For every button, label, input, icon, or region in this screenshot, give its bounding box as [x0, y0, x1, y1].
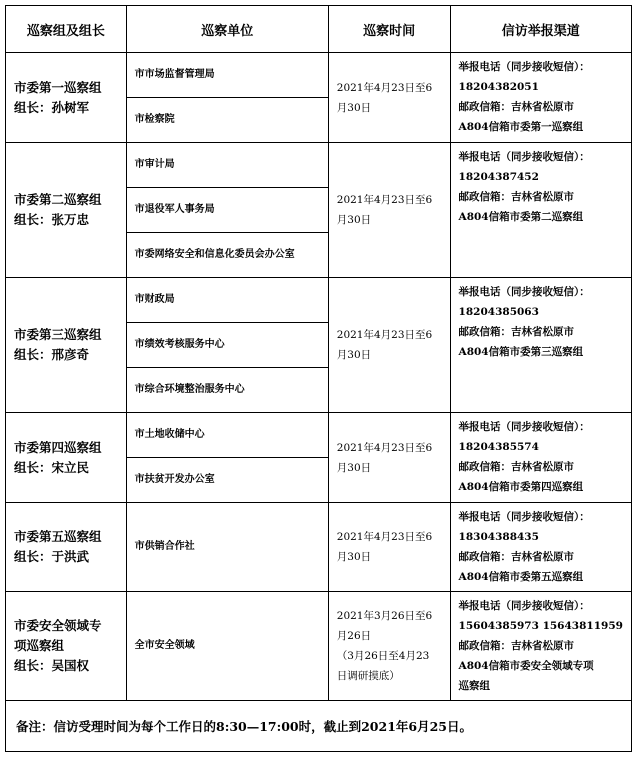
- channel-line: 举报电话（同步接收短信）：: [458, 421, 590, 433]
- channel-cell: [450, 278, 631, 413]
- team-line: 组长：吴国权: [14, 658, 90, 673]
- time-cell: [328, 53, 450, 143]
- group-row: [6, 143, 632, 188]
- team-cell: [6, 413, 127, 503]
- unit-cell: 市委网络安全和信息化委员会办公室: [126, 233, 328, 278]
- channel-line: 邮政信箱：吉林省松原市: [458, 640, 575, 652]
- channel-line: A804信箱市委第二巡察组: [458, 211, 584, 223]
- time-line: 月30日: [336, 461, 372, 474]
- header-channel: 信访举报渠道: [450, 6, 631, 53]
- note-text: 备注：信访受理时间为每个工作日的8:30—17:00时，截止到2021年6月25日。: [6, 701, 632, 752]
- group-row: [6, 592, 632, 701]
- note-row: [6, 701, 632, 752]
- time-line: （3月26日至4月23: [336, 650, 430, 662]
- team-cell: [6, 503, 127, 592]
- time-cell: [328, 503, 450, 592]
- time-line: 2021年3月26日至6: [336, 610, 433, 622]
- time-cell: [328, 278, 450, 413]
- time-line: 月30日: [336, 551, 372, 563]
- unit-cell: 市检察院: [126, 98, 328, 143]
- time-line: 日调研摸底）: [336, 670, 400, 682]
- time-line: 2021年4月23日至6: [336, 329, 433, 341]
- channel-line: 举报电话（同步接收短信）：: [458, 151, 590, 163]
- channel-line: 举报电话（同步接收短信）：: [458, 286, 590, 298]
- channel-line: 15604385973 15643811959: [458, 620, 623, 632]
- time-line: 2021年4月23日至6: [336, 531, 433, 543]
- team-line: 组长：邢彦奇: [14, 347, 90, 362]
- team-line: 组长：张万忠: [14, 212, 90, 227]
- group-row: [6, 53, 632, 98]
- group-row: [6, 413, 632, 458]
- patrol-table: [5, 5, 632, 752]
- group-row: [6, 503, 632, 592]
- time-line: 2021年4月23日至6: [336, 81, 433, 94]
- unit-cell: 市市场监督管理局: [126, 53, 328, 98]
- channel-line: A804信箱市委第一巡察组: [458, 121, 584, 133]
- unit-cell: 市扶贫开发办公室: [126, 458, 328, 503]
- unit-cell: 市绩效考核服务中心: [126, 323, 328, 368]
- channel-line: 举报电话（同步接收短信）：: [458, 600, 590, 612]
- group-row: [6, 278, 632, 323]
- channel-line: A804信箱市委第四巡察组: [458, 481, 584, 493]
- channel-line: 18204385063: [458, 306, 539, 318]
- time-cell: [328, 413, 450, 503]
- time-cell: [328, 143, 450, 278]
- team-cell: [6, 592, 127, 701]
- channel-line: A804信箱市委安全领域专项: [458, 660, 594, 672]
- channel-line: 18204382051: [458, 81, 539, 93]
- channel-line: 邮政信箱：吉林省松原市: [458, 461, 575, 473]
- header-row: [6, 6, 632, 53]
- channel-cell: [450, 143, 631, 278]
- channel-line: 巡察组: [458, 680, 491, 692]
- unit-cell: 市审计局: [126, 143, 328, 188]
- unit-cell: 市综合环境整治服务中心: [126, 368, 328, 413]
- channel-line: A804信箱市委第五巡察组: [458, 571, 584, 583]
- channel-line: 邮政信箱：吉林省松原市: [458, 326, 575, 338]
- channel-line: 18204387452: [458, 171, 539, 183]
- channel-line: 邮政信箱：吉林省松原市: [458, 191, 575, 203]
- header-time: 巡察时间: [328, 6, 450, 53]
- team-line: 市委安全领域专: [14, 618, 102, 633]
- channel-cell: [450, 592, 631, 701]
- channel-cell: [450, 413, 631, 503]
- channel-cell: [450, 53, 631, 143]
- time-line: 月30日: [336, 349, 372, 361]
- unit-cell: 市土地收储中心: [126, 413, 328, 458]
- time-line: 月26日: [336, 630, 372, 642]
- channel-cell: [450, 503, 631, 592]
- team-line: 组长：宋立民: [14, 459, 90, 475]
- team-line: 市委第三巡察组: [14, 327, 102, 342]
- team-line: 组长：孙树军: [14, 99, 90, 115]
- channel-line: 举报电话（同步接收短信）：: [458, 511, 590, 523]
- team-line: 市委第四巡察组: [14, 439, 102, 455]
- time-line: 2021年4月23日至6: [336, 194, 433, 206]
- patrol-table-frame: [5, 5, 632, 752]
- team-line: 项巡察组: [14, 638, 65, 653]
- time-cell: [328, 592, 450, 701]
- team-cell: [6, 278, 127, 413]
- channel-line: 举报电话（同步接收短信）：: [458, 61, 590, 73]
- channel-line: 18304388435: [458, 531, 539, 543]
- unit-cell: 全市安全领域: [126, 592, 328, 701]
- time-line: 月30日: [336, 214, 372, 226]
- unit-cell: 市供销合作社: [126, 503, 328, 592]
- team-line: 市委第二巡察组: [14, 192, 102, 207]
- header-team: 巡察组及组长: [6, 6, 127, 53]
- team-line: 市委第五巡察组: [14, 529, 102, 544]
- team-cell: [6, 53, 127, 143]
- team-line: 组长：于洪武: [14, 549, 90, 564]
- channel-line: A804信箱市委第三巡察组: [458, 346, 584, 358]
- unit-cell: 市退役军人事务局: [126, 188, 328, 233]
- team-line: 市委第一巡察组: [14, 79, 102, 95]
- header-unit: 巡察单位: [126, 6, 328, 53]
- channel-line: 邮政信箱：吉林省松原市: [458, 101, 575, 113]
- time-line: 月30日: [336, 101, 372, 114]
- team-cell: [6, 143, 127, 278]
- channel-line: 18204385574: [458, 441, 539, 453]
- channel-line: 邮政信箱：吉林省松原市: [458, 551, 575, 563]
- time-line: 2021年4月23日至6: [336, 441, 433, 454]
- unit-cell: 市财政局: [126, 278, 328, 323]
